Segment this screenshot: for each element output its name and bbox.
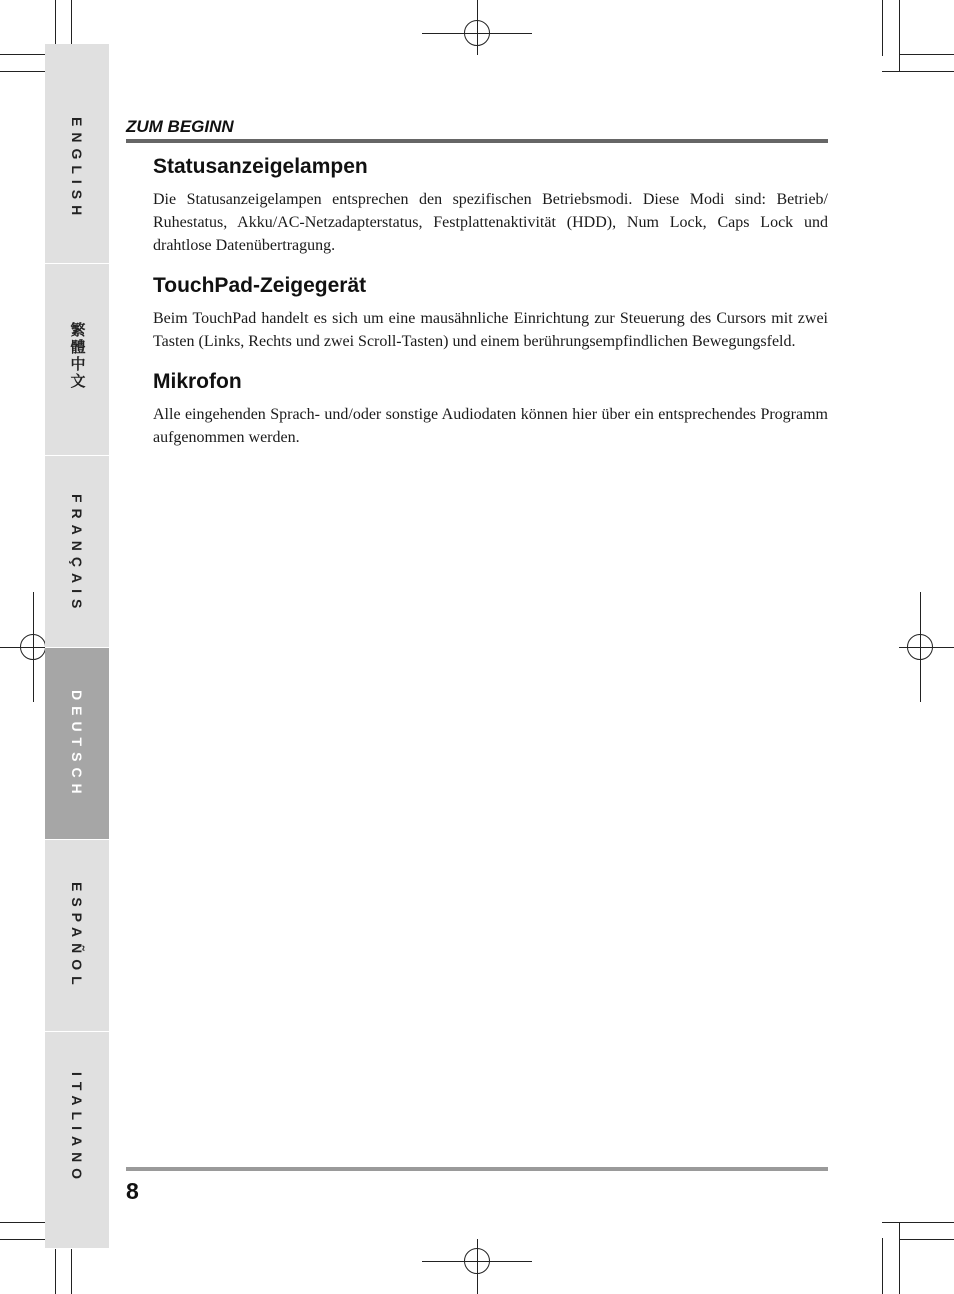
heading-statusanzeigelampen: Statusanzeigelampen — [153, 155, 368, 178]
tab-italiano[interactable] — [45, 1032, 109, 1249]
paragraph-statusanzeigelampen: Die Statusanzeigelampen entsprechen den spezifischen Betriebsmodi. Diese Modi sind: Betrieb/ Ruhestatus, Akku/AC-Netzadapterstatus, Festplattenaktivität (HDD), Num Lock, Caps Lock und drahtlose Datenübertragung. — [153, 191, 828, 254]
tab-label: 繁體中文 — [68, 322, 86, 390]
tab-label: FRANÇAIS — [69, 494, 85, 615]
tab-label: ESPAÑOL — [69, 882, 85, 991]
section-header: ZUM BEGINN — [126, 117, 234, 136]
page-content — [153, 152, 828, 463]
tab-francais[interactable] — [45, 456, 109, 648]
paragraph-mikrofon: Alle eingehenden Sprach- und/oder sonstige Audiodaten können hier über ein entsprechendes Programm aufgenommen werden. — [153, 406, 828, 446]
tab-deutsch[interactable] — [45, 648, 109, 840]
tab-chinese[interactable] — [45, 264, 109, 456]
tab-english[interactable] — [45, 44, 109, 264]
tab-espanol[interactable] — [45, 840, 109, 1032]
paragraph-touchpad: Beim TouchPad handelt es sich um eine mausähnliche Einrichtung zur Steuerung des Cursors mit zwei Tasten (Links, Rechts und zwei Scroll-Tasten) und einem berührungsempfindlichen Bewegungsfeld. — [153, 310, 828, 350]
heading-mikrofon: Mikrofon — [153, 370, 242, 393]
language-sidebar — [45, 44, 109, 1249]
tab-label: DEUTSCH — [69, 690, 85, 800]
heading-touchpad: TouchPad-Zeigegerät — [153, 274, 367, 297]
footer-rule — [126, 1167, 828, 1171]
page-number: 8 — [126, 1178, 139, 1204]
tab-label: ITALIANO — [69, 1072, 85, 1186]
tab-label: ENGLISH — [69, 117, 85, 222]
header-rule — [126, 139, 828, 143]
